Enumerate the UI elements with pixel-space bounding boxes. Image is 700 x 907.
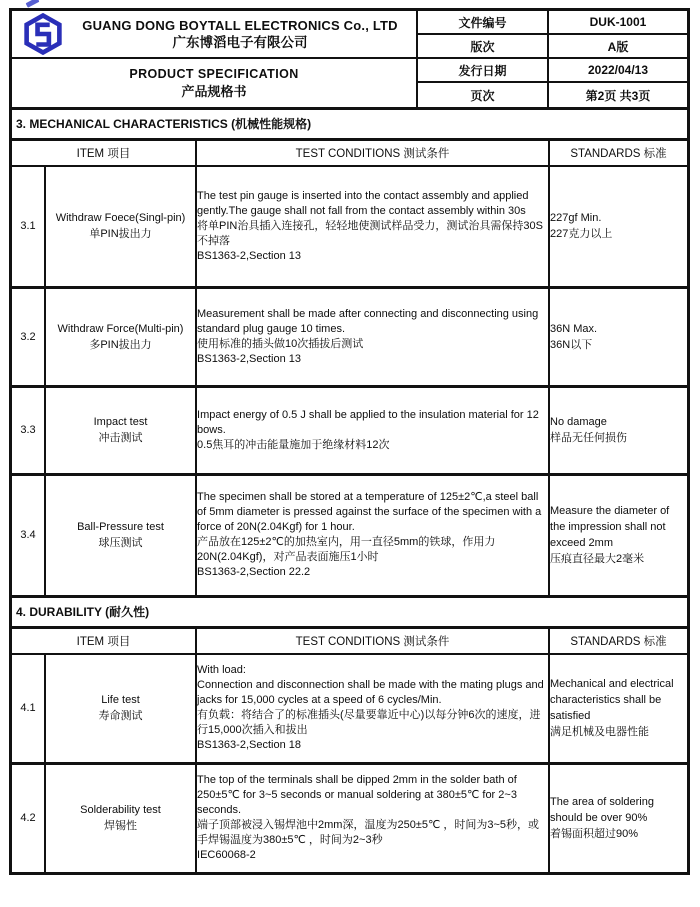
standards-cell: 227gf Min. 227克力以上: [549, 166, 687, 287]
document: [9, 8, 690, 875]
column-header-standards: STANDARDS 标准: [549, 141, 687, 166]
standards-cell: Measure the diameter of the impression shall not exceed 2mm 压痕直径最大2毫米: [550, 505, 670, 566]
section-table-wrap-durability: [12, 629, 687, 872]
field-label-doc-number: 文件编号: [418, 11, 549, 35]
section-title-mechanical: 3. MECHANICAL CHARACTERISTICS (机械性能规格): [12, 110, 687, 141]
doc-title-zh: 产品规格书: [181, 84, 247, 99]
item-cell: Withdraw Foece(Singl-pin) 单PIN拔出力: [45, 166, 196, 287]
field-label-page: 页次: [418, 83, 549, 107]
standards-cell: The area of soldering should be over 90% 着锡面积超过90%: [550, 796, 654, 841]
standards-cell: No damage 样品无任何损伤: [549, 386, 687, 474]
company-name-en: GUANG DONG BOYTALL ELECTRONICS Co., LTD: [82, 17, 398, 33]
section-table-wrap-mechanical: [12, 141, 687, 598]
company-name-zh: 广东博滔电子有限公司: [172, 34, 308, 50]
table-row: [12, 386, 687, 474]
conditions-cell: The specimen shall be stored at a temperature of 125±2℃,a steel ball of 5mm diameter is pressed against the surface of the specimen with a force of 20N(2.04Kgf) for 1 hour. 产品放在125±2℃的加热室内，用一直径5mm的铁球，作用力20N(2.04Kgf)，对产品表面施压1小时 BS1363-2,Section 22.2: [196, 474, 549, 595]
item-cell: Ball-Pressure test 球压测试: [45, 474, 196, 595]
field-value-issue-date: 2022/04/13: [549, 59, 687, 83]
conditions-cell: Measurement shall be made after connecting and disconnecting using standard plug gauge 10 times. 使用标准的插头做10次插拔后测试 BS1363-2,Section 13: [196, 287, 549, 386]
column-header-conditions: TEST CONDITIONS 测试条件: [196, 629, 549, 654]
column-header-item: ITEM 项目: [12, 141, 196, 166]
field-value-doc-number: DUK-1001: [549, 11, 687, 35]
standards-cell: 36N Max. 36N以下: [549, 287, 687, 386]
column-header-row: [12, 141, 687, 166]
table-row: [12, 763, 687, 872]
conditions-cell: With load: Connection and disconnection shall be made with the mating plugs and jacks for 15,000 cycles at a speed of 6 cycles/Min. 有负载：将结合了的标准插头(尽量要靠近中心)以每分钟6次的速度，进行15,000次插入和拔出 BS1363-2,Section 18: [196, 654, 549, 763]
conditions-cell: The top of the terminals shall be dipped 2mm in the solder bath of 250±5℃ for 3~5 seconds or manual soldering at 380±5℃ for 2~3 seconds. 端子顶部被浸入锡焊池中2mm深，温度为250±5℃ ，时间为3~5秒，或手焊锡温度为380±5℃ ，时间为2~3秒 IEC60068-2: [196, 763, 549, 872]
row-number: 3.1: [12, 166, 45, 287]
row-number: 3.2: [12, 287, 45, 386]
header: [12, 11, 687, 110]
company-cell: [12, 11, 418, 59]
item-cell: Solderability test 焊锡性: [45, 763, 196, 872]
row-number: 4.1: [12, 654, 45, 763]
section-title-durability: 4. DURABILITY (耐久性): [12, 598, 687, 629]
doc-title-en: PRODUCT SPECIFICATION: [129, 67, 299, 81]
company-name: [68, 18, 412, 51]
conditions-cell: Impact energy of 0.5 J shall be applied to the insulation material for 12 bows. 0.5焦耳的冲击能量施加于绝缘材料12次: [196, 386, 549, 474]
table-row: [12, 654, 687, 763]
item-cell: Impact test 冲击测试: [45, 386, 196, 474]
company-logo-icon: [22, 13, 64, 55]
mechanical-characteristics-table: [12, 141, 687, 595]
row-number: 3.3: [12, 386, 45, 474]
column-header-item: ITEM 项目: [12, 629, 196, 654]
column-header-conditions: TEST CONDITIONS 测试条件: [196, 141, 549, 166]
field-label-issue-date: 发行日期: [418, 59, 549, 83]
field-label-revision: 版次: [418, 35, 549, 59]
table-row: [12, 166, 687, 287]
row-number: 3.4: [12, 474, 45, 595]
row-number: 4.2: [12, 763, 45, 872]
standards-cell: Mechanical and electrical characteristics shall be satisfied 满足机械及电器性能: [549, 654, 687, 763]
column-header-standards: STANDARDS 标准: [549, 629, 687, 654]
table-row: [12, 287, 687, 386]
scan-artifact-mark: [26, 0, 40, 8]
item-cell: Life test 寿命测试: [45, 654, 196, 763]
field-value-revision: A版: [549, 35, 687, 59]
conditions-cell: The test pin gauge is inserted into the contact assembly and applied gently.The gauge shall not fall from the contact assembly within 30s 将单PIN治具插入连接孔，轻轻地使测试样品受力，测试治具需保持30S不掉落 BS1363-2,Section 13: [196, 166, 549, 287]
doc-title-cell: [12, 59, 418, 107]
durability-table: [12, 629, 687, 872]
table-row: [12, 474, 687, 595]
field-value-page: 第2页 共3页: [585, 88, 651, 103]
column-header-row: [12, 629, 687, 654]
item-cell: Withdraw Force(Multi-pin) 多PIN拔出力: [45, 287, 196, 386]
